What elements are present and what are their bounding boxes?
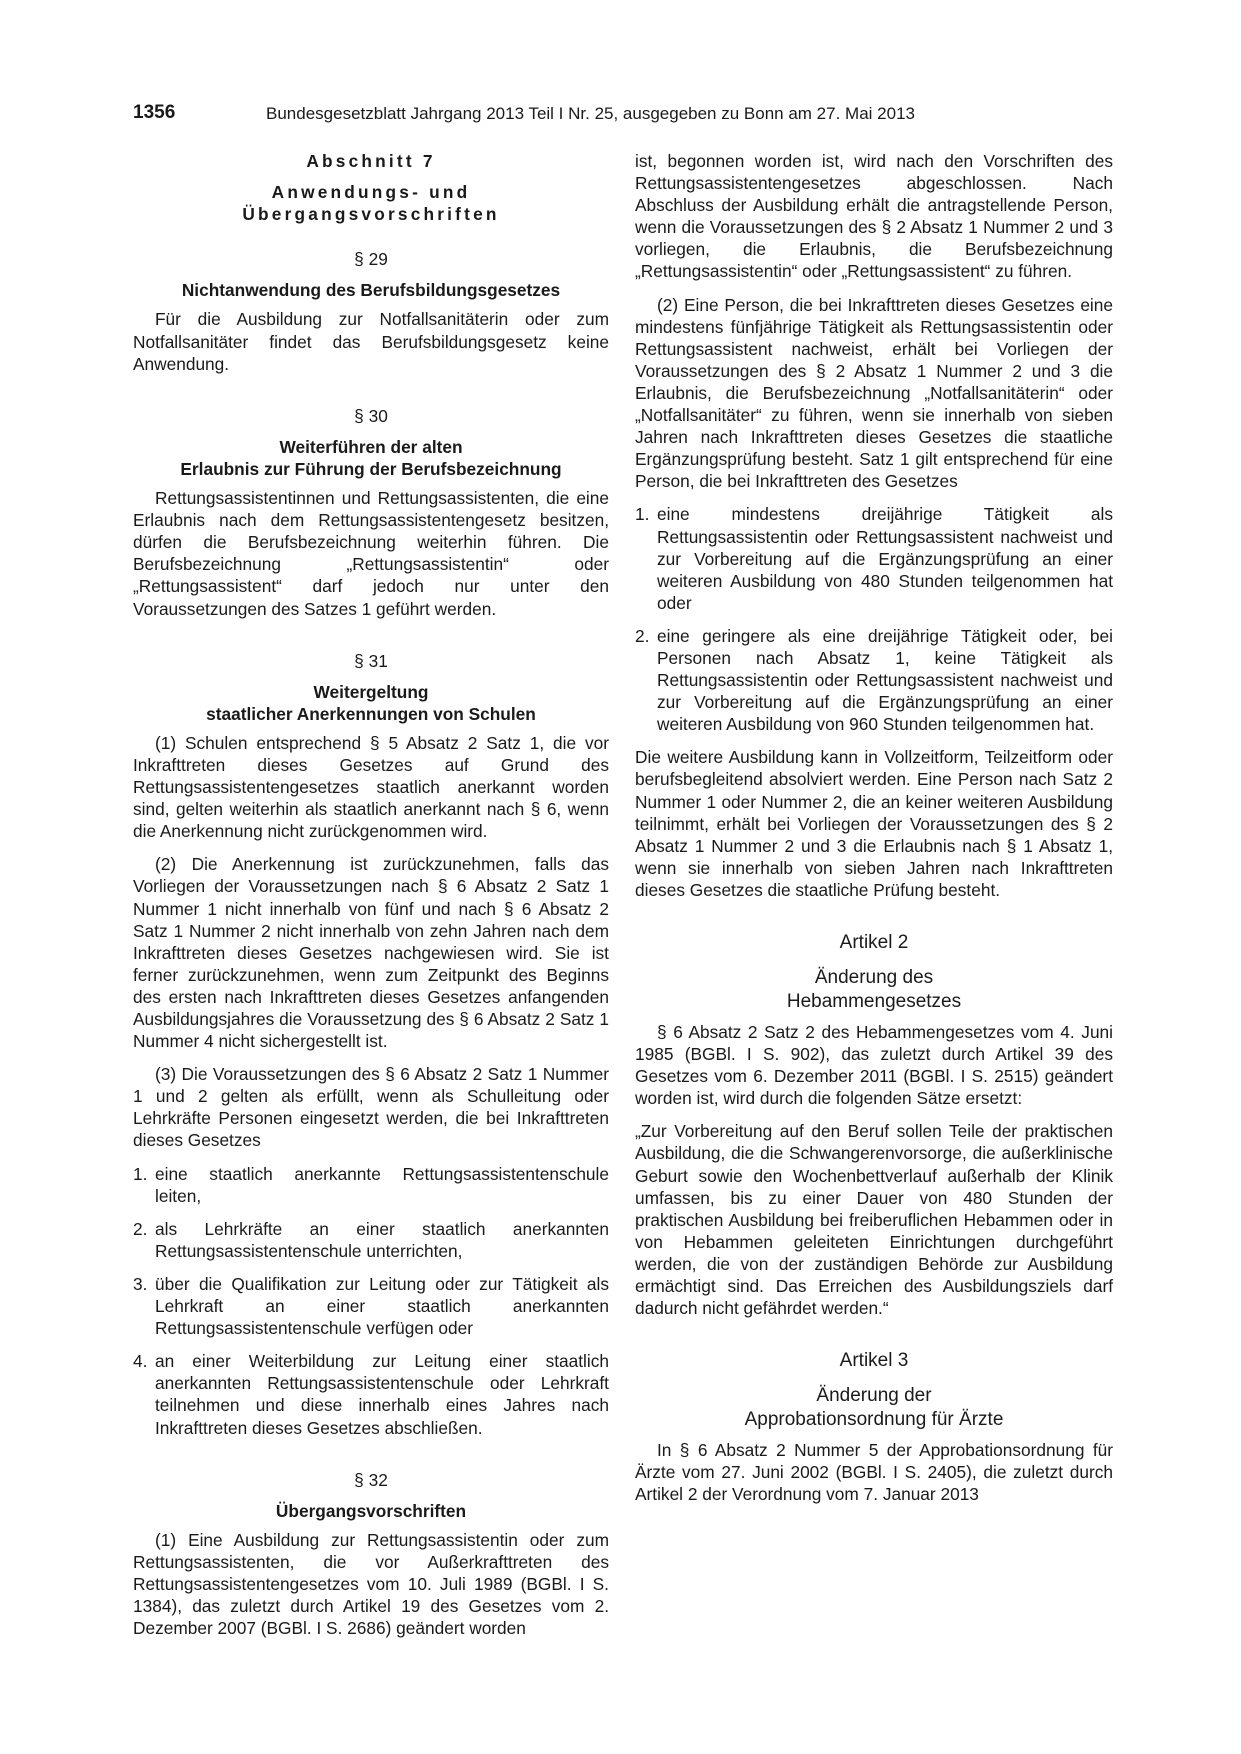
paragraph-31-number: § 31: [354, 650, 388, 671]
paragraph-30-title-line-2: Erlaubnis zur Führung der Berufsbezeichnung: [180, 458, 562, 479]
paragraph-32-abs-1-continued: ist, begonnen worden ist, wird nach den Vorschriften des Rettungsassistentengesetzes abgeschlossen. Nach Abschluss der Ausbildung erhält die antragstellende Person, wenn die Voraussetzungen des § 2 Absatz 1 Nummer 2 und 3 vorliegen, die Erlaubnis, die Berufsbezeichnung „Rettungsassistentin“ oder „Rettungsassistent“ zu führen.: [635, 151, 1113, 282]
article-2-title-line-1: Änderung des: [814, 967, 934, 988]
paragraph-29-text: Für die Ausbildung zur Notfallsanitäterin oder zum Notfallsanitäter findet das Berufsbildungsgesetz keine Anwendung.: [133, 309, 609, 374]
section-title-line-1: Anwendungs- und: [271, 182, 471, 203]
right-column: [635, 150, 1113, 1506]
list-item-text: eine mindestens dreijährige Tätigkeit als Rettungsassistentin oder Rettungsassistent nachweist und zur Vorbereitung auf die Ergänzungsprüfung an einer weiteren Ausbildung von 480 Stunden teilgenommen hat oder: [657, 504, 1113, 613]
list-item-text: als Lehrkräfte an einer staatlich anerkannten Rettungsassistentenschule unterrichten,: [155, 1218, 609, 1261]
list-item-text: eine geringere als eine dreijährige Tätigkeit oder, bei Personen nach Absatz 1, keine Tätigkeit als Rettungsassistentin oder Rettungsassistent nachweist und zur Vorbereitung auf die Ergänzungsprüfung an einer weiteren Ausbildung von 960 Stunden teilgenommen hat.: [657, 625, 1113, 735]
paragraph-31-abs-2: (2) Die Anerkennung ist zurückzunehmen, falls das Vorliegen der Voraussetzungen nach § 6 Absatz 2 Satz 1 Nummer 1 nicht innerhalb von fünf und nach § 6 Absatz 2 Satz 1 Nummer 2 nicht innerhalb von zehn Jahren nach dem Inkrafttreten dieses Gesetzes nachgewiesen wird. Sie ist ferner zurückzunehmen, wenn zum Zeitpunkt des Beginns des ersten nach Inkrafttreten dieses Gesetzes anfangenden Ausbildungsjahres die Voraussetzung des § 6 Absatz 2 Satz 1 Nummer 4 nicht sichergestellt ist.: [133, 854, 609, 1052]
list-item-number: 3.: [133, 1273, 148, 1294]
paragraph-31-list: [133, 1163, 609, 1439]
left-column: [133, 150, 609, 1639]
list-item-number: 1.: [635, 504, 650, 525]
list-item: [133, 1273, 609, 1339]
section-title-line-2: Übergangsvorschriften: [242, 204, 500, 225]
article-2-quote: „Zur Vorbereitung auf den Beruf sollen Teile der praktischen Ausbildung, die die Schwangerenvorsorge, die außerklinische Geburt sowie den Wochenbettverlauf außerhalb der Klinik umfassen, bis zu einer Dauer von 480 Stunden der praktischen Ausbildung bei freiberuflichen Hebammen oder in von Hebammen geleiteten Einrichtungen durchgeführt werden, die von der zuständigen Behörde zur Ausbildung ermächtigt sind. Das Erreichen des Ausbildungsziels darf dadurch nicht gefährdet werden.“: [635, 1121, 1113, 1319]
list-item-text: an einer Weiterbildung zur Leitung einer staatlich anerkannten Rettungsassistentenschule oder Lehrkraft teilnehmen und diese innerhalb eines Jahres nach Inkrafttreten dieses Gesetzes abschließen.: [155, 1351, 609, 1438]
paragraph-32-list: [635, 503, 1113, 735]
list-item-text: eine staatlich anerkannte Rettungsassistentenschule leiten,: [155, 1163, 609, 1206]
list-item-text: über die Qualifikation zur Leitung oder zur Tätigkeit als Lehrkraft an einer staatlich anerkannten Rettungsassistentenschule verfügen oder: [155, 1273, 609, 1339]
paragraph-30-text: Rettungsassistentinnen und Rettungsassistenten, die eine Erlaubnis nach dem Rettungsassistentengesetz besitzen, dürfen die Berufsbezeichnung weiterhin führen. Die Berufsbezeichnung „Rettungsassistentin“ oder „Rettungsassistent“ darf jedoch nur unter den Voraussetzungen des Satzes 1 geführt werden.: [133, 488, 609, 619]
list-item: [133, 1218, 609, 1262]
list-item: [133, 1163, 609, 1207]
paragraph-32-number: § 32: [354, 1469, 388, 1490]
article-2-number: Artikel 2: [839, 932, 909, 953]
paragraph-30-number: § 30: [354, 405, 388, 426]
list-item-number: 4.: [133, 1351, 148, 1372]
list-item-number: 2.: [133, 1218, 148, 1239]
list-item-number: 2.: [635, 625, 650, 646]
paragraph-30-title-line-1: Weiterführen der alten: [279, 436, 463, 457]
article-3-title-line-2: Approbationsordnung für Ärzte: [744, 1409, 1004, 1431]
list-item: [635, 625, 1113, 735]
paragraph-31-abs-1: (1) Schulen entsprechend § 5 Absatz 2 Satz 1, die vor Inkrafttreten dieses Gesetzes auf Grund des Rettungsassistentengesetzes staatlich anerkannt worden sind, gelten weiterhin als staatlich anerkannt nach § 6, wenn die Anerkennung nicht zurückgenommen wird.: [133, 732, 609, 842]
article-3-number: Artikel 3: [839, 1350, 909, 1372]
page-number: 1356: [133, 102, 176, 123]
paragraph-32-abs-2: (2) Eine Person, die bei Inkrafttreten dieses Gesetzes eine mindestens fünfjährige Tätigkeit als Rettungsassistentin oder Rettungsassistent nachweist, erhält bei Vorliegen der Voraussetzungen des § 2 Absatz 1 Nummer 2 und 3 die Erlaubnis, die Berufsbezeichnung „Notfallsanitäterin“ oder „Notfallsanitäter“ zu führen, wenn sie innerhalb von sieben Jahren nach Inkrafttreten dieses Gesetzes die staatliche Ergänzungsprüfung besteht. Satz 1 gilt entsprechend für eine Person, die bei Inkrafttreten des Gesetzes: [635, 294, 1113, 492]
article-2-text: § 6 Absatz 2 Satz 2 des Hebammengesetzes vom 4. Juni 1985 (BGBl. I S. 902), das zuletzt durch Artikel 39 des Gesetzes vom 6. Dezember 2011 (BGBl. I S. 2515) geändert worden ist, wird durch die folgenden Sätze ersetzt:: [635, 1022, 1113, 1109]
article-2-title-line-2: Hebammengesetzes: [786, 991, 962, 1012]
running-title: Bundesgesetzblatt Jahrgang 2013 Teil I Nr. 25, ausgegeben zu Bonn am 27. Mai 2013: [266, 104, 915, 123]
list-item-number: 1.: [133, 1163, 148, 1184]
list-item: [635, 503, 1113, 613]
paragraph-29-number: § 29: [354, 249, 388, 270]
paragraph-31-title-line-2: staatlicher Anerkennungen von Schulen: [206, 703, 536, 724]
article-3-text: In § 6 Absatz 2 Nummer 5 der Approbationsordnung für Ärzte vom 27. Juni 2002 (BGBl. I S. 2405), die zuletzt durch Artikel 2 der Verordnung vom 7. Januar 2013: [635, 1440, 1113, 1505]
section-label: Abschnitt 7: [306, 151, 436, 171]
paragraph-29-title: Nichtanwendung des Berufsbildungsgesetzes: [181, 280, 561, 301]
article-3-title-line-1: Änderung der: [816, 1385, 932, 1407]
list-item: [133, 1350, 609, 1438]
paragraph-31-abs-3: (3) Die Voraussetzungen des § 6 Absatz 2 Satz 1 Nummer 1 und 2 gelten als erfüllt, wenn als Schulleitung oder Lehrkräfte Personen eingesetzt werden, die bei Inkrafttreten dieses Gesetzes: [133, 1064, 609, 1151]
paragraph-32-closing: Die weitere Ausbildung kann in Vollzeitform, Teilzeitform oder berufsbegleitend absolviert werden. Eine Person nach Satz 2 Nummer 1 oder Nummer 2, die an keiner weiteren Ausbildung teilnimmt, erhält bei Vorliegen der Voraussetzungen des § 2 Absatz 1 Nummer 2 und 3 die Erlaubnis nach § 1 Absatz 1, wenn sie innerhalb von sieben Jahren nach Inkrafttreten dieses Gesetzes die staatliche Prüfung besteht.: [635, 747, 1113, 900]
paragraph-32-title: Übergangsvorschriften: [275, 1500, 467, 1521]
paragraph-32-abs-1-start: (1) Eine Ausbildung zur Rettungsassistentin oder zum Rettungsassistenten, die vor Außerkrafttreten des Rettungsassistentengesetzes vom 10. Juli 1989 (BGBl. I S. 1384), das zuletzt durch Artikel 19 des Gesetzes vom 2. Dezember 2007 (BGBl. I S. 2686) geändert worden: [133, 1529, 609, 1639]
paragraph-31-title-line-1: Weitergeltung: [313, 681, 429, 702]
